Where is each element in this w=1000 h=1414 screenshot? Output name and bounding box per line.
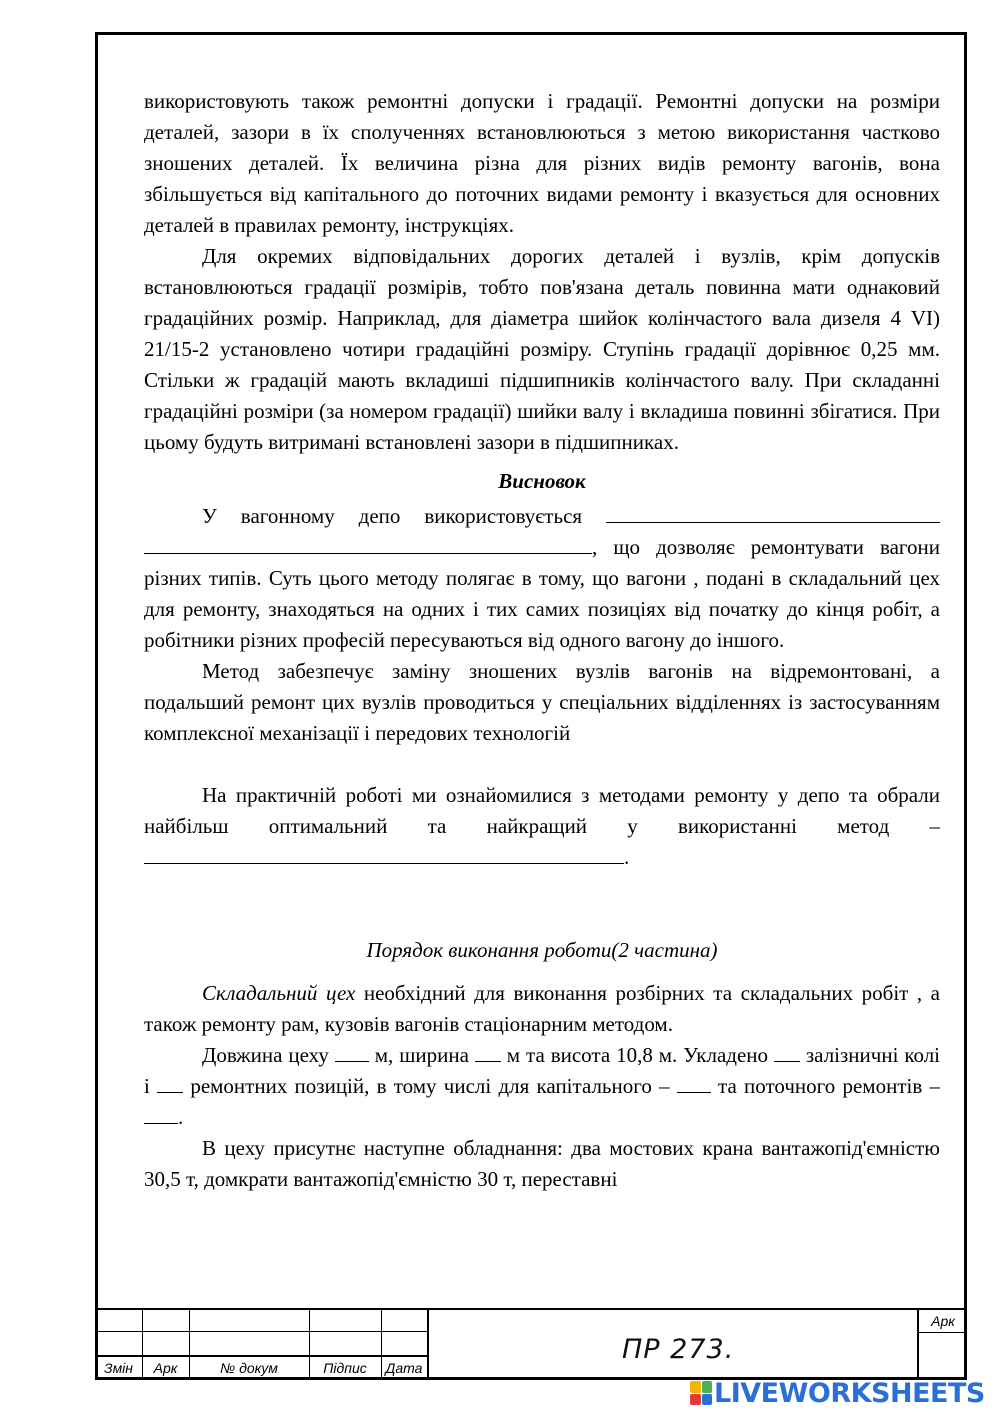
paragraph-text: залізничні колі і bbox=[144, 1043, 941, 1098]
period: . bbox=[624, 845, 630, 869]
paragraph: використовують також ремонтні допуски і градації. Ремонтні допуски на розміри деталей, зазори в їх сполученнях встановлюються з метою використання частково зношених деталей. Їх величина різна для різних видів ремонту вагонів, вона збільшується від капітального до поточних видами ремонту і вказується для основних деталей в правилах ремонту, інструкціях. bbox=[144, 89, 940, 237]
paragraph-text: На практичній роботі ми ознайомилися з методами ремонту у депо та обрали найбільш оптимальний та найкращий у використанні метод – bbox=[144, 783, 940, 838]
paragraph-text: та поточного ремонтів – bbox=[718, 1074, 940, 1098]
fill-blank-width[interactable] bbox=[475, 1041, 501, 1062]
stamp-label-sheet-right: Арк bbox=[931, 1313, 955, 1329]
conclusion-paragraph-2: Метод забезпечує заміну зношених вузлів вагонів на відремонтовані, а подальший ремонт цих вузлів проводиться у спеціальних відділеннях із застосуванням комплексної механізації і передових технологій bbox=[144, 659, 940, 745]
paragraph-text: необхідний для виконання розбірних та складальних робіт , а також ремонту рам, кузовів вагонів стаціонарним методом. bbox=[144, 981, 940, 1036]
document-body bbox=[144, 86, 940, 1195]
conclusion-paragraph-1 bbox=[144, 501, 940, 656]
section2-paragraph-1 bbox=[144, 978, 940, 1040]
conclusion-paragraph-3 bbox=[144, 780, 940, 873]
paragraph: Для окремих відповідальних дорогих деталей і вузлів, крім допусків встановлюються градації розмірів, тобто пов'язана деталь повинна мати однаковий градаційних розмір. Наприклад, для діаметра шийок колінчастого вала дизеля 4 VI) 21/15-2 установлено чотири градаційні розміру. Ступінь градації дорівнює 0,25 мм. Стільки ж градацій мають вкладиші підшипників колінчастого валу. При складанні градаційні розміри (за номером градації) шийки валу і вкладиша повинні збігатися. При цьому будуть витримані встановлені зазори в підшипниках. bbox=[144, 244, 940, 454]
period: . bbox=[178, 1105, 184, 1129]
stamp-label-date: Дата bbox=[385, 1360, 423, 1376]
fill-blank-length[interactable] bbox=[335, 1041, 369, 1062]
section2-paragraph-2 bbox=[144, 1040, 940, 1133]
conclusion-heading: Висновок bbox=[498, 469, 586, 493]
watermark-text: LIVEWORKSHEETS bbox=[714, 1377, 985, 1409]
stamp-label-sheet: Арк bbox=[153, 1360, 178, 1376]
fill-blank-positions[interactable] bbox=[157, 1072, 183, 1093]
title-block bbox=[95, 1308, 967, 1380]
liveworksheets-logo-icon bbox=[690, 1381, 712, 1405]
section2-heading: Порядок виконання роботи(2 частина) bbox=[366, 938, 718, 962]
term-assembly-shop: Складальний цех bbox=[202, 981, 356, 1005]
fill-blank-tracks[interactable] bbox=[774, 1041, 800, 1062]
paragraph-text: м, ширина bbox=[374, 1043, 469, 1067]
fill-blank-current-positions[interactable] bbox=[144, 1103, 178, 1124]
stamp-label-signature: Підпис bbox=[323, 1360, 367, 1376]
paragraph-text: У вагонному депо використовується bbox=[202, 504, 583, 528]
paragraph-text: Довжина цеху bbox=[202, 1043, 329, 1067]
fill-blank-method-continued[interactable] bbox=[144, 533, 592, 554]
stamp-label-document-no: № докум bbox=[220, 1360, 278, 1376]
section2-paragraph-3: В цеху присутнє наступне обладнання: два мостових крана вантажопід'ємністю 30,5 т, домкрати вантажопід'ємністю 30 т, переставні bbox=[144, 1136, 940, 1191]
paragraph-text: м та висота 10,8 м. Укладено bbox=[506, 1043, 769, 1067]
document-number: ПР 273. bbox=[622, 1334, 735, 1365]
stamp-label-changes: Змін bbox=[103, 1360, 133, 1376]
fill-blank-chosen-method[interactable] bbox=[144, 843, 624, 864]
fill-blank-method[interactable] bbox=[606, 502, 940, 523]
liveworksheets-watermark bbox=[690, 1378, 990, 1408]
paragraph-text: , що дозволяє ремонтувати вагони різних типів. Суть цього методу полягає в тому, що вагони , подані в складальний цех для ремонту, знаходяться на одних і тих самих позиціях від початку до кінця робіт, а робітники різних професій пересуваються від одного вагону до іншого. bbox=[144, 535, 940, 652]
paragraph-text: ремонтних позицій, в тому числі для капітального – bbox=[190, 1074, 670, 1098]
fill-blank-capital-positions[interactable] bbox=[677, 1072, 711, 1093]
